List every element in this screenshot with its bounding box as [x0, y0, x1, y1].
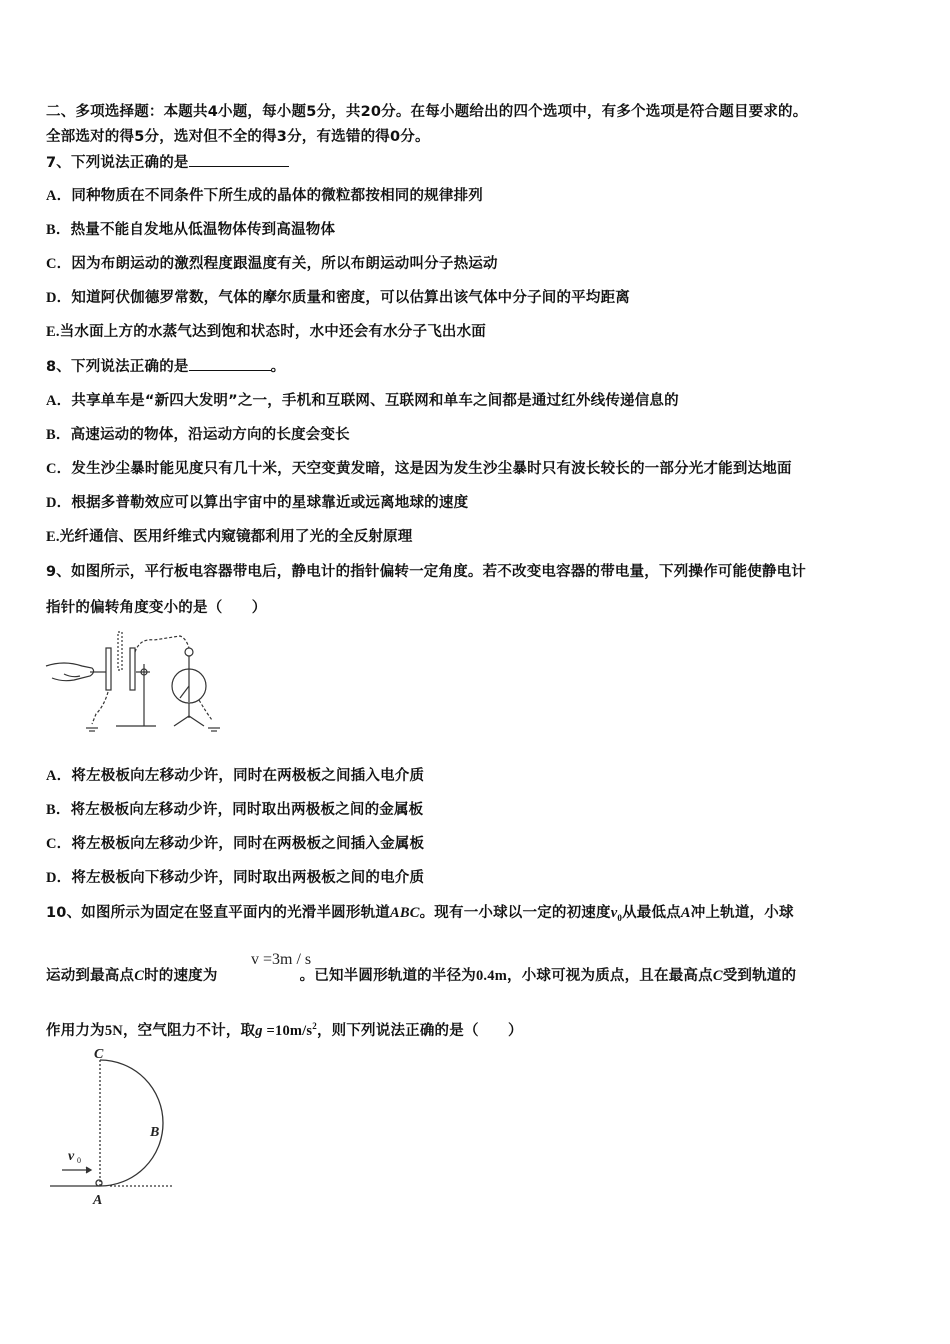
hand-icon — [46, 663, 94, 681]
question-9-stem-line1 — [46, 562, 806, 582]
option-text: 将左极板向左移动少许，同时在两极板之间插入电介质 — [71, 768, 425, 784]
subscript: 0 — [617, 912, 623, 923]
question-9-stem-line2: 指针的偏转角度变小的是（ ） — [46, 600, 267, 616]
velocity-symbol: v — [610, 905, 618, 921]
question-number: 10、 — [46, 905, 82, 921]
point-label: A — [680, 905, 691, 921]
semicircle-track-diagram — [46, 1046, 181, 1211]
question-number: 9、 — [46, 564, 71, 580]
gravity-value: =10m/s — [262, 1022, 313, 1039]
q8-option-a — [46, 391, 679, 411]
ball-icon — [96, 1180, 102, 1186]
q7-option-e — [46, 322, 486, 342]
option-text: 因为布朗运动的激烈程度跟温度有关，所以布朗运动叫分子热运动 — [71, 256, 498, 272]
option-label: D． — [46, 870, 72, 886]
question-8-stem — [46, 356, 285, 377]
q7-option-c — [46, 254, 498, 274]
option-text: 将左极板向左移动少许，同时取出两极板之间的金属板 — [70, 802, 424, 818]
question-text: 下列说法正确的是 — [71, 359, 189, 375]
track-label: ABC — [389, 905, 420, 921]
q8-option-b — [46, 425, 350, 445]
question-7-stem — [46, 152, 289, 173]
question-10-line3 — [46, 1016, 523, 1041]
option-label: C． — [46, 461, 72, 477]
text-segment: 受到轨道的 — [722, 968, 797, 984]
q9-option-d — [46, 868, 424, 888]
label-B: B — [150, 1125, 160, 1140]
option-text: 当水面上方的水蒸气达到饱和状态时，水中还会有水分子飞出水面 — [59, 324, 487, 340]
option-label: A． — [46, 393, 72, 409]
text-segment: 冲上轨道，小球 — [690, 905, 794, 921]
option-label: D． — [46, 290, 72, 306]
text-segment: ，小球可视为质点，且在最高点 — [507, 968, 713, 984]
option-label: A． — [46, 768, 72, 784]
label-C: C — [94, 1047, 104, 1062]
q7-option-a — [46, 186, 483, 206]
option-label: C． — [46, 836, 72, 852]
point-label: C — [134, 968, 145, 984]
q8-option-d — [46, 493, 468, 513]
track-arc — [100, 1060, 163, 1186]
text-segment: 。已知半圆形轨道的半径为 — [299, 968, 476, 984]
option-text: 共享单车是“新四大发明”之一，手机和互联网、互联网和单车之间都是通过红外线传递信息的 — [71, 393, 679, 409]
radius-value: 0.4m — [475, 968, 507, 984]
q7-option-d — [46, 288, 630, 308]
question-number: 7、 — [46, 155, 71, 171]
superscript: 2 — [312, 1021, 317, 1031]
section-heading-line2: 全部选对的得5分，选对但不全的得3分，有选错的得0分。 — [46, 129, 430, 145]
option-text: 发生沙尘暴时能见度只有几十米，天空变黄发暗，这是因为发生沙尘暴时只有波长较长的一部分光才能到达地面 — [71, 461, 792, 477]
option-text: 将左极板向下移动少许，同时取出两极板之间的电介质 — [71, 870, 425, 886]
q7-option-b — [46, 220, 335, 240]
option-label: E. — [46, 529, 60, 545]
label-A: A — [93, 1193, 103, 1208]
gravity-symbol: g — [255, 1022, 263, 1039]
answer-blank[interactable] — [189, 152, 289, 167]
option-label: B． — [46, 222, 71, 238]
option-label: C． — [46, 256, 72, 272]
text-segment: 运动到最高点 — [46, 968, 135, 984]
label-v0-sub: 0 — [77, 1156, 81, 1165]
text-segment: ，则下列说法正确的是（ ） — [316, 1022, 523, 1039]
option-label: B． — [46, 427, 71, 443]
q8-option-c — [46, 459, 792, 479]
option-label: A． — [46, 188, 72, 204]
option-text: 根据多普勒效应可以算出宇宙中的星球靠近或远离地球的速度 — [71, 495, 469, 511]
velocity-formula: v =3m / s — [251, 951, 312, 968]
point-label: C — [712, 968, 723, 984]
option-label: E. — [46, 324, 60, 340]
section-heading-line1: 二、多项选择题：本题共4小题，每小题5分，共20分。在每小题给出的四个选项中，有多个选项是符合题目要求的。 — [46, 104, 808, 120]
force-value: 5N — [104, 1022, 123, 1039]
text-segment: 如图所示为固定在竖直平面内的光滑半圆形轨道 — [81, 905, 390, 921]
q9-option-b — [46, 800, 423, 820]
option-text: 同种物质在不同条件下所生成的晶体的微粒都按相同的规律排列 — [71, 188, 483, 204]
option-text: 光纤通信、医用纤维式内窥镜都利用了光的全反射原理 — [59, 529, 413, 545]
period: 。 — [270, 359, 286, 375]
question-text: 下列说法正确的是 — [71, 155, 189, 171]
question-10-line2 — [46, 966, 796, 986]
q8-option-e — [46, 527, 413, 547]
option-label: B． — [46, 802, 71, 818]
question-10-line1 — [46, 903, 794, 928]
question-text: 如图所示，平行板电容器带电后，静电计的指针偏转一定角度。若不改变电容器的带电量，下列操作可能使静电计 — [71, 564, 806, 580]
question-number: 8、 — [46, 359, 71, 375]
q9-option-a — [46, 766, 424, 786]
option-text: 热量不能自发地从低温物体传到高温物体 — [70, 222, 336, 238]
text-segment: ，空气阻力不计，取 — [122, 1022, 256, 1039]
text-segment: 从最低点 — [622, 905, 681, 921]
text-segment: 。现有一小球以一定的初速度 — [419, 905, 611, 921]
text-segment: 时的速度为 — [144, 968, 218, 984]
option-text: 知道阿伏伽德罗常数，气体的摩尔质量和密度，可以估算出该气体中分子间的平均距离 — [71, 290, 630, 306]
option-label: D． — [46, 495, 72, 511]
option-text: 高速运动的物体，沿运动方向的长度会变长 — [70, 427, 350, 443]
option-text: 将左极板向左移动少许，同时在两极板之间插入金属板 — [71, 836, 425, 852]
capacitor-electroscope-diagram — [44, 628, 224, 738]
q9-option-c — [46, 834, 424, 854]
label-v0: v — [68, 1149, 75, 1164]
answer-blank[interactable] — [189, 356, 271, 371]
text-segment: 作用力为 — [46, 1022, 105, 1039]
